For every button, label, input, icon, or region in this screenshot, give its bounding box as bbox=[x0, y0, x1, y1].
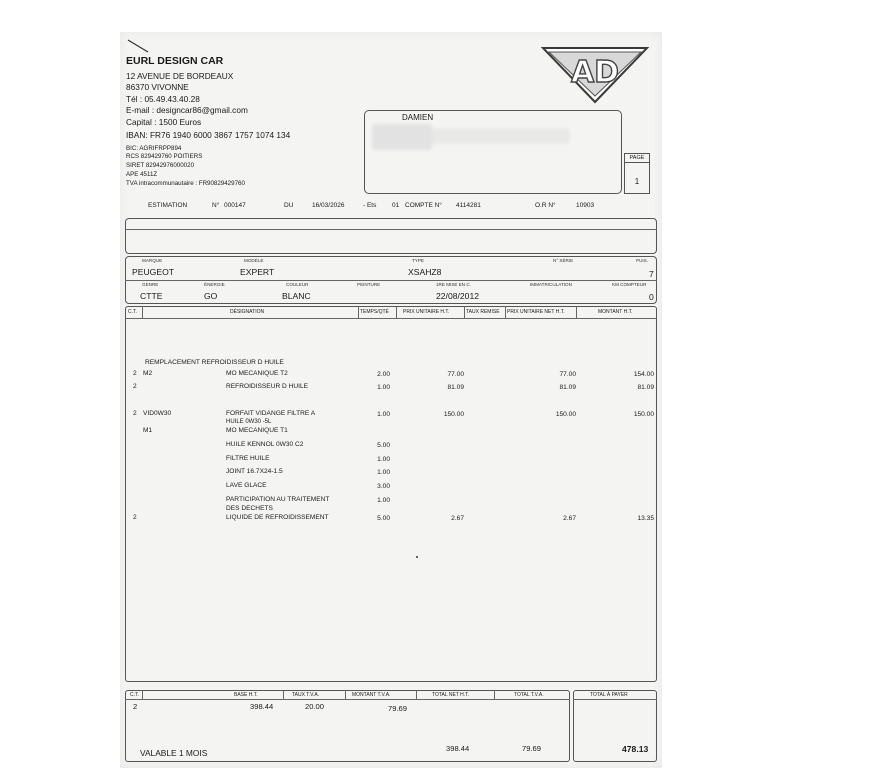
company-address: 12 AVENUE DE BORDEAUX bbox=[126, 71, 234, 81]
estimate-orn-label: O.R N° bbox=[535, 202, 556, 209]
vehicle-model-label: MODÈLE bbox=[244, 258, 264, 263]
vehicle-model: EXPERT bbox=[240, 267, 275, 277]
svg-text:AD: AD bbox=[570, 55, 620, 90]
vehicle-kind: CTTE bbox=[140, 291, 163, 301]
company-name: EURL DESIGN CAR bbox=[126, 55, 224, 67]
col-unit-price: PRIX UNITAIRE H.T. bbox=[403, 309, 450, 315]
estimate-ets-label: - Ets bbox=[363, 202, 377, 209]
totals-rate: 20.00 bbox=[305, 702, 325, 711]
col-amount: MONTANT H.T. bbox=[598, 309, 633, 315]
estimate-date: 16/03/2026 bbox=[312, 202, 345, 209]
vehicle-color: BLANC bbox=[282, 291, 311, 301]
totals-col-total-pay: TOTAL À PAYER bbox=[590, 692, 628, 698]
vehicle-type-label: TYPE bbox=[412, 258, 424, 263]
vehicle-first-reg: 22/08/2012 bbox=[436, 291, 480, 301]
company-phone: Tél : 05.49.43.40.28 bbox=[126, 94, 200, 104]
vehicle-brand: PEUGEOT bbox=[132, 267, 175, 277]
vehicle-brand-label: MARQUE bbox=[142, 258, 163, 263]
estimate-ets: 01 bbox=[392, 202, 400, 209]
pen-mark-icon bbox=[126, 38, 150, 54]
company-bic: BIC: AGRIFRPP894 bbox=[126, 145, 182, 152]
ink-dot bbox=[416, 556, 418, 558]
vehicle-plate-label: IMMATRICULATION bbox=[530, 282, 572, 287]
section-title: REMPLACEMENT REFROIDISSEUR D HUILE bbox=[145, 359, 284, 366]
totals-col-ct: C.T. bbox=[130, 692, 139, 698]
vehicle-serial-label: N° SÉRIE bbox=[553, 258, 574, 263]
totals-col-rate: TAUX T.V.A. bbox=[292, 692, 320, 698]
vehicle-odometer-label: KM COMPTEUR bbox=[612, 282, 647, 287]
totals-col-base: BASE H.T. bbox=[234, 692, 258, 698]
notes-box bbox=[125, 218, 657, 254]
total-net: 398.44 bbox=[446, 744, 470, 753]
totals-col-tva-amount: MONTANT T.V.A. bbox=[352, 692, 391, 698]
company-iban: IBAN: FR76 1940 6000 3867 1757 1074 134 bbox=[126, 130, 291, 140]
vehicle-first-reg-label: 1RE MISE EN C. bbox=[436, 282, 471, 287]
ad-logo-icon bbox=[541, 46, 649, 104]
company-capital: Capital : 1500 Euros bbox=[126, 117, 202, 127]
estimate-account: 4114281 bbox=[456, 202, 481, 209]
redacted-address-line bbox=[420, 128, 570, 144]
col-designation: DÉSIGNATION bbox=[230, 309, 265, 315]
total-to-pay: 478.13 bbox=[622, 744, 649, 754]
estimate-label: ESTIMATION bbox=[148, 202, 188, 209]
col-net-unit-price: PRIX UNITAIRE NET H.T. bbox=[507, 309, 565, 315]
company-rcs: RCS 829429760 POITIERS bbox=[126, 153, 203, 160]
vehicle-power: 7 bbox=[649, 269, 654, 279]
page-number: 1 bbox=[624, 162, 650, 194]
company-tva: TVA intracommunautaire : FR90829429760 bbox=[126, 180, 245, 187]
validity-note: VALABLE 1 MOIS bbox=[140, 748, 208, 758]
estimate-orn: 10903 bbox=[576, 202, 595, 209]
totals-base: 398.44 bbox=[250, 702, 274, 711]
estimate-no-label: N° bbox=[212, 202, 220, 209]
col-ct: C.T. bbox=[128, 309, 137, 315]
totals-ct: 2 bbox=[133, 702, 138, 711]
vehicle-energy: GO bbox=[204, 291, 218, 301]
client-box bbox=[364, 110, 622, 194]
estimate-date-label: DU bbox=[284, 202, 294, 209]
vehicle-type: XSAHZ8 bbox=[408, 267, 442, 277]
estimate-account-label: COMPTE N° bbox=[405, 202, 442, 209]
totals-col-total-net: TOTAL NET H.T. bbox=[432, 692, 470, 698]
vehicle-energy-label: ÉNERGIE bbox=[204, 282, 225, 287]
estimate-number: 000147 bbox=[224, 202, 246, 209]
vehicle-paint-label: PEINTURE bbox=[357, 282, 381, 287]
page-label: PAGE bbox=[624, 153, 650, 162]
vehicle-color-label: COULEUR bbox=[286, 282, 309, 287]
totals-col-total-tva: TOTAL T.V.A. bbox=[514, 692, 544, 698]
totals-tva-amount: 79.69 bbox=[388, 704, 408, 713]
total-tva: 79.69 bbox=[522, 744, 542, 753]
col-discount: TAUX REMISE bbox=[466, 309, 500, 315]
col-time-qty: TEMPS/QTÉ bbox=[360, 309, 389, 315]
company-email: E-mail : designcar86@gmail.com bbox=[126, 105, 248, 115]
vehicle-power-label: PUIS. bbox=[636, 258, 648, 263]
vehicle-kind-label: GENRE bbox=[142, 282, 159, 287]
vehicle-odometer: 0 bbox=[649, 292, 654, 302]
company-siret: SIRET 82942976000020 bbox=[126, 162, 195, 169]
company-city: 86370 VIVONNE bbox=[126, 82, 189, 92]
client-name: DAMIEN bbox=[402, 113, 434, 122]
company-ape: APE 4511Z bbox=[126, 171, 158, 178]
